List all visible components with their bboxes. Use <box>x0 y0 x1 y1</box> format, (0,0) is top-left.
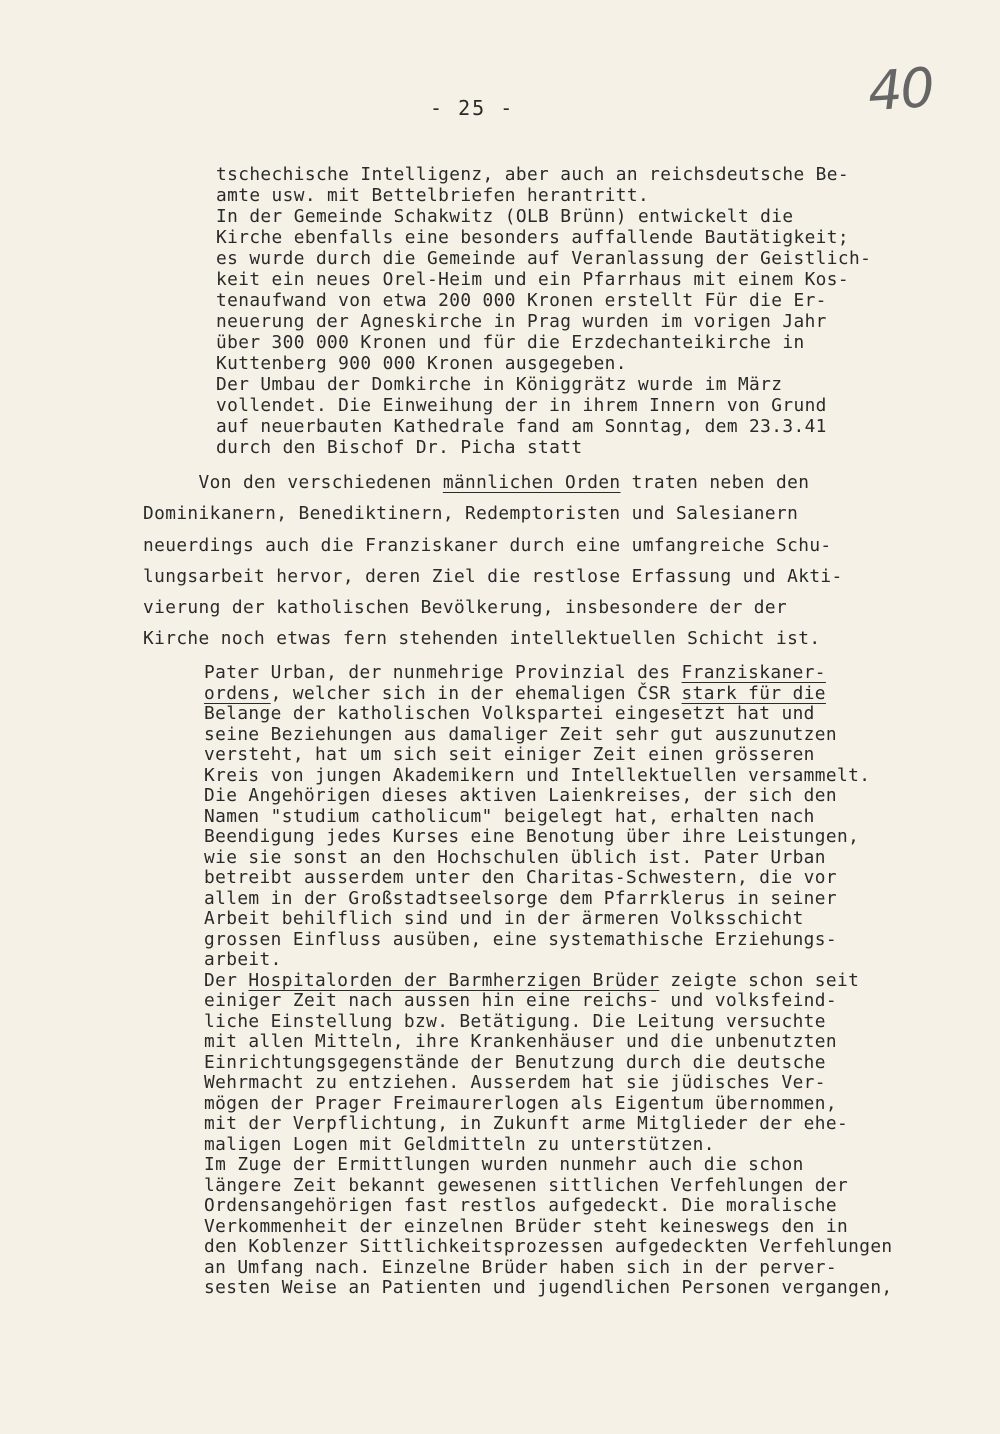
text-line: auf neuerbauten Kathedrale fand am Sonntag, dem 23.3.41 <box>216 416 827 437</box>
paragraph-construction <box>216 164 871 458</box>
text-line: mit der Verpflichtung, in Zukunft arme Mitglieder der ehe- <box>204 1113 849 1134</box>
text-line <box>204 971 893 992</box>
text-line: versteht, hat um sich seit einiger Zeit einen grösseren <box>204 744 815 765</box>
text-line: Beendigung jedes Kurses eine Benotung über ihre Leistungen, <box>204 826 860 847</box>
text-line <box>143 467 843 498</box>
text-line: einiger Zeit nach aussen hin eine reichs- und volksfeind- <box>204 990 837 1011</box>
text-span: zeigte schon seit <box>659 969 860 991</box>
text-line: tenaufwand von etwa 200 000 Kronen erstellt Für die Er- <box>216 290 827 311</box>
text-line: Namen "studium catholicum" beigelegt hat, erhalten nach <box>204 805 815 827</box>
text-line: Einrichtungsgegenstände der Benutzung durch die deutsche <box>204 1051 826 1073</box>
text-line: arbeit. <box>204 949 282 970</box>
text-line: amte usw. mit Bettelbriefen herantritt. <box>216 185 650 206</box>
text-line: In der Gemeinde Schakwitz (OLB Brünn) entwickelt die <box>216 206 794 227</box>
underlined-phrase: Franziskaner- <box>681 662 826 683</box>
text-line: Ordensangehörigen fast restlos aufgedeckt. Die moralische <box>204 1195 837 1216</box>
text-line: an Umfang nach. Einzelne Brüder haben sich in der perver- <box>204 1256 837 1278</box>
text-line: Kirche ebenfalls eine besonders auffallende Bautätigkeit; <box>216 227 849 248</box>
text-line: Im Zuge der Ermittlungen wurden nunmehr auch die schon <box>204 1154 804 1175</box>
text-line: sesten Weise an Patienten und jugendlichen Personen vergangen, <box>204 1277 893 1298</box>
text-line: vierung der katholischen Bevölkerung, insbesondere der der <box>143 597 788 619</box>
text-span: Der <box>204 969 249 991</box>
text-line: Wehrmacht zu entziehen. Ausserdem hat sie jüdisches Ver- <box>204 1072 826 1093</box>
text-line: Kreis von jungen Akademikern und Intellektuellen versammelt. <box>204 764 871 786</box>
text-line: neuerdings auch die Franziskaner durch eine umfangreiche Schu- <box>143 534 832 556</box>
text-line: keit ein neues Orel-Heim und ein Pfarrhaus mit einem Kos- <box>216 269 849 290</box>
page-number: - 25 - <box>430 96 515 120</box>
text-line: Dominikanern, Benediktinern, Redemptoristen und Salesianern <box>143 503 799 525</box>
text-line: lungsarbeit hervor, deren Ziel die restlose Erfassung und Akti- <box>143 565 843 587</box>
text-line: grossen Einfluss ausüben, eine systemathische Erziehungs- <box>204 928 837 950</box>
text-line: allem in der Großstadtseelsorge dem Pfarrklerus in seiner <box>204 887 837 909</box>
text-line: es wurde durch die Gemeinde auf Veranlassung der Geistlich- <box>216 248 872 269</box>
text-line: Arbeit behilflich sind und in der ärmeren Volksschicht <box>204 908 804 929</box>
text-line: mit allen Mitteln, ihre Krankenhäuser und die unbenutzten <box>204 1031 837 1052</box>
text-span: Von den verschiedenen <box>143 472 443 493</box>
handwritten-archive-number: 40 <box>865 55 935 124</box>
text-line: Belange der katholischen Volkspartei eingesetzt hat und <box>204 703 815 724</box>
text-span: Pater Urban, der nunmehrige Provinzial des <box>204 662 682 683</box>
text-line: Der Umbau der Domkirche in Königgrätz wurde im März <box>216 374 783 395</box>
text-line: wie sie sonst an den Hochschulen üblich ist. Pater Urban <box>204 846 826 868</box>
text-line: den Koblenzer Sittlichkeitsprozessen aufgedeckten Verfehlungen <box>204 1236 893 1257</box>
text-line: Kuttenberg 900 000 Kronen ausgegeben. <box>216 353 627 374</box>
underlined-phrase: ordens <box>204 682 271 704</box>
underlined-phrase: Hospitalorden der Barmherzigen Brüder <box>248 969 660 991</box>
text-line <box>204 684 893 705</box>
text-line: Kirche noch etwas fern stehenden intellektuellen Schicht ist. <box>143 628 821 650</box>
text-line <box>204 663 893 684</box>
text-line: liche Einstellung bzw. Betätigung. Die Leitung versuchte <box>204 1010 826 1032</box>
text-line: Verkommenheit der einzelnen Brüder steht keineswegs den in <box>204 1215 849 1237</box>
text-line: über 300 000 Kronen und für die Erzdechanteikirche in <box>216 332 805 353</box>
text-line: maligen Logen mit Geldmitteln zu unterstützen. <box>204 1133 715 1155</box>
text-line: vollendet. Die Einweihung der in ihrem Innern von Grund <box>216 395 827 416</box>
text-line: längere Zeit bekannt gewesenen sittlichen Verfehlungen der <box>204 1174 849 1196</box>
underlined-phrase: männlichen Orden <box>442 472 621 493</box>
underlined-phrase: stark für die <box>681 682 826 704</box>
text-span: , welcher sich in der ehemaligen ČSR <box>270 682 682 704</box>
text-line: betreibt ausserdem unter den Charitas-Schwestern, die vor <box>204 867 837 888</box>
paragraph-franciscans-hospital-order <box>204 663 893 1299</box>
text-line: durch den Bischof Dr. Picha statt <box>216 437 583 458</box>
text-line: neuerung der Agneskirche in Prag wurden im vorigen Jahr <box>216 311 827 332</box>
text-line: tschechische Intelligenz, aber auch an reichsdeutsche Be- <box>216 164 849 185</box>
text-line: seine Beziehungen aus damaliger Zeit sehr gut auszunutzen <box>204 723 837 745</box>
text-line: Die Angehörigen dieses aktiven Laienkreises, der sich den <box>204 785 837 806</box>
paragraph-male-orders <box>143 467 843 655</box>
text-line: mögen der Prager Freimaurerlogen als Eigentum übernommen, <box>204 1092 837 1114</box>
text-span: traten neben den <box>620 472 810 493</box>
